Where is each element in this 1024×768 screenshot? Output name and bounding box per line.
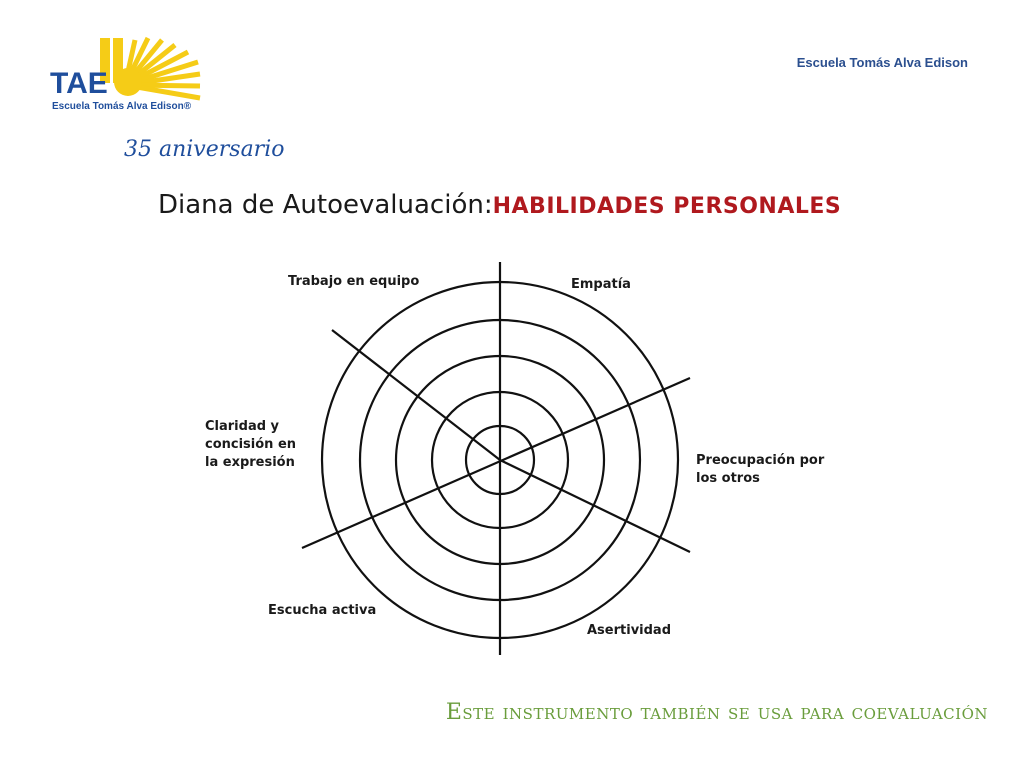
svg-text:Escuela Tomás Alva Edison®: Escuela Tomás Alva Edison® [52, 101, 192, 112]
page-title: Diana de Autoevaluación:HABILIDADES PERSONALES [158, 190, 842, 220]
label-claridad: Claridad y concisión en la expresión [205, 419, 297, 470]
label-empatia: Empatía [571, 277, 631, 292]
school-name: Escuela Tomás Alva Edison [796, 55, 968, 70]
axis-asertividad [500, 460, 690, 552]
label-asertividad: Asertividad [587, 623, 672, 638]
label-escucha-activa: Escucha activa [268, 603, 377, 618]
svg-text:TAE: TAE [50, 67, 108, 100]
label-preocupacion: Preocupación por los otros [696, 453, 825, 486]
label-trabajo-en-equipo: Trabajo en equipo [288, 274, 420, 289]
footer-note: Este instrumento también se usa para coevaluación [445, 700, 988, 725]
title-accent: HABILIDADES PERSONALES [492, 194, 842, 219]
axis-trabajo [332, 330, 500, 460]
anniversary-text: 35 aniversario [124, 137, 285, 162]
